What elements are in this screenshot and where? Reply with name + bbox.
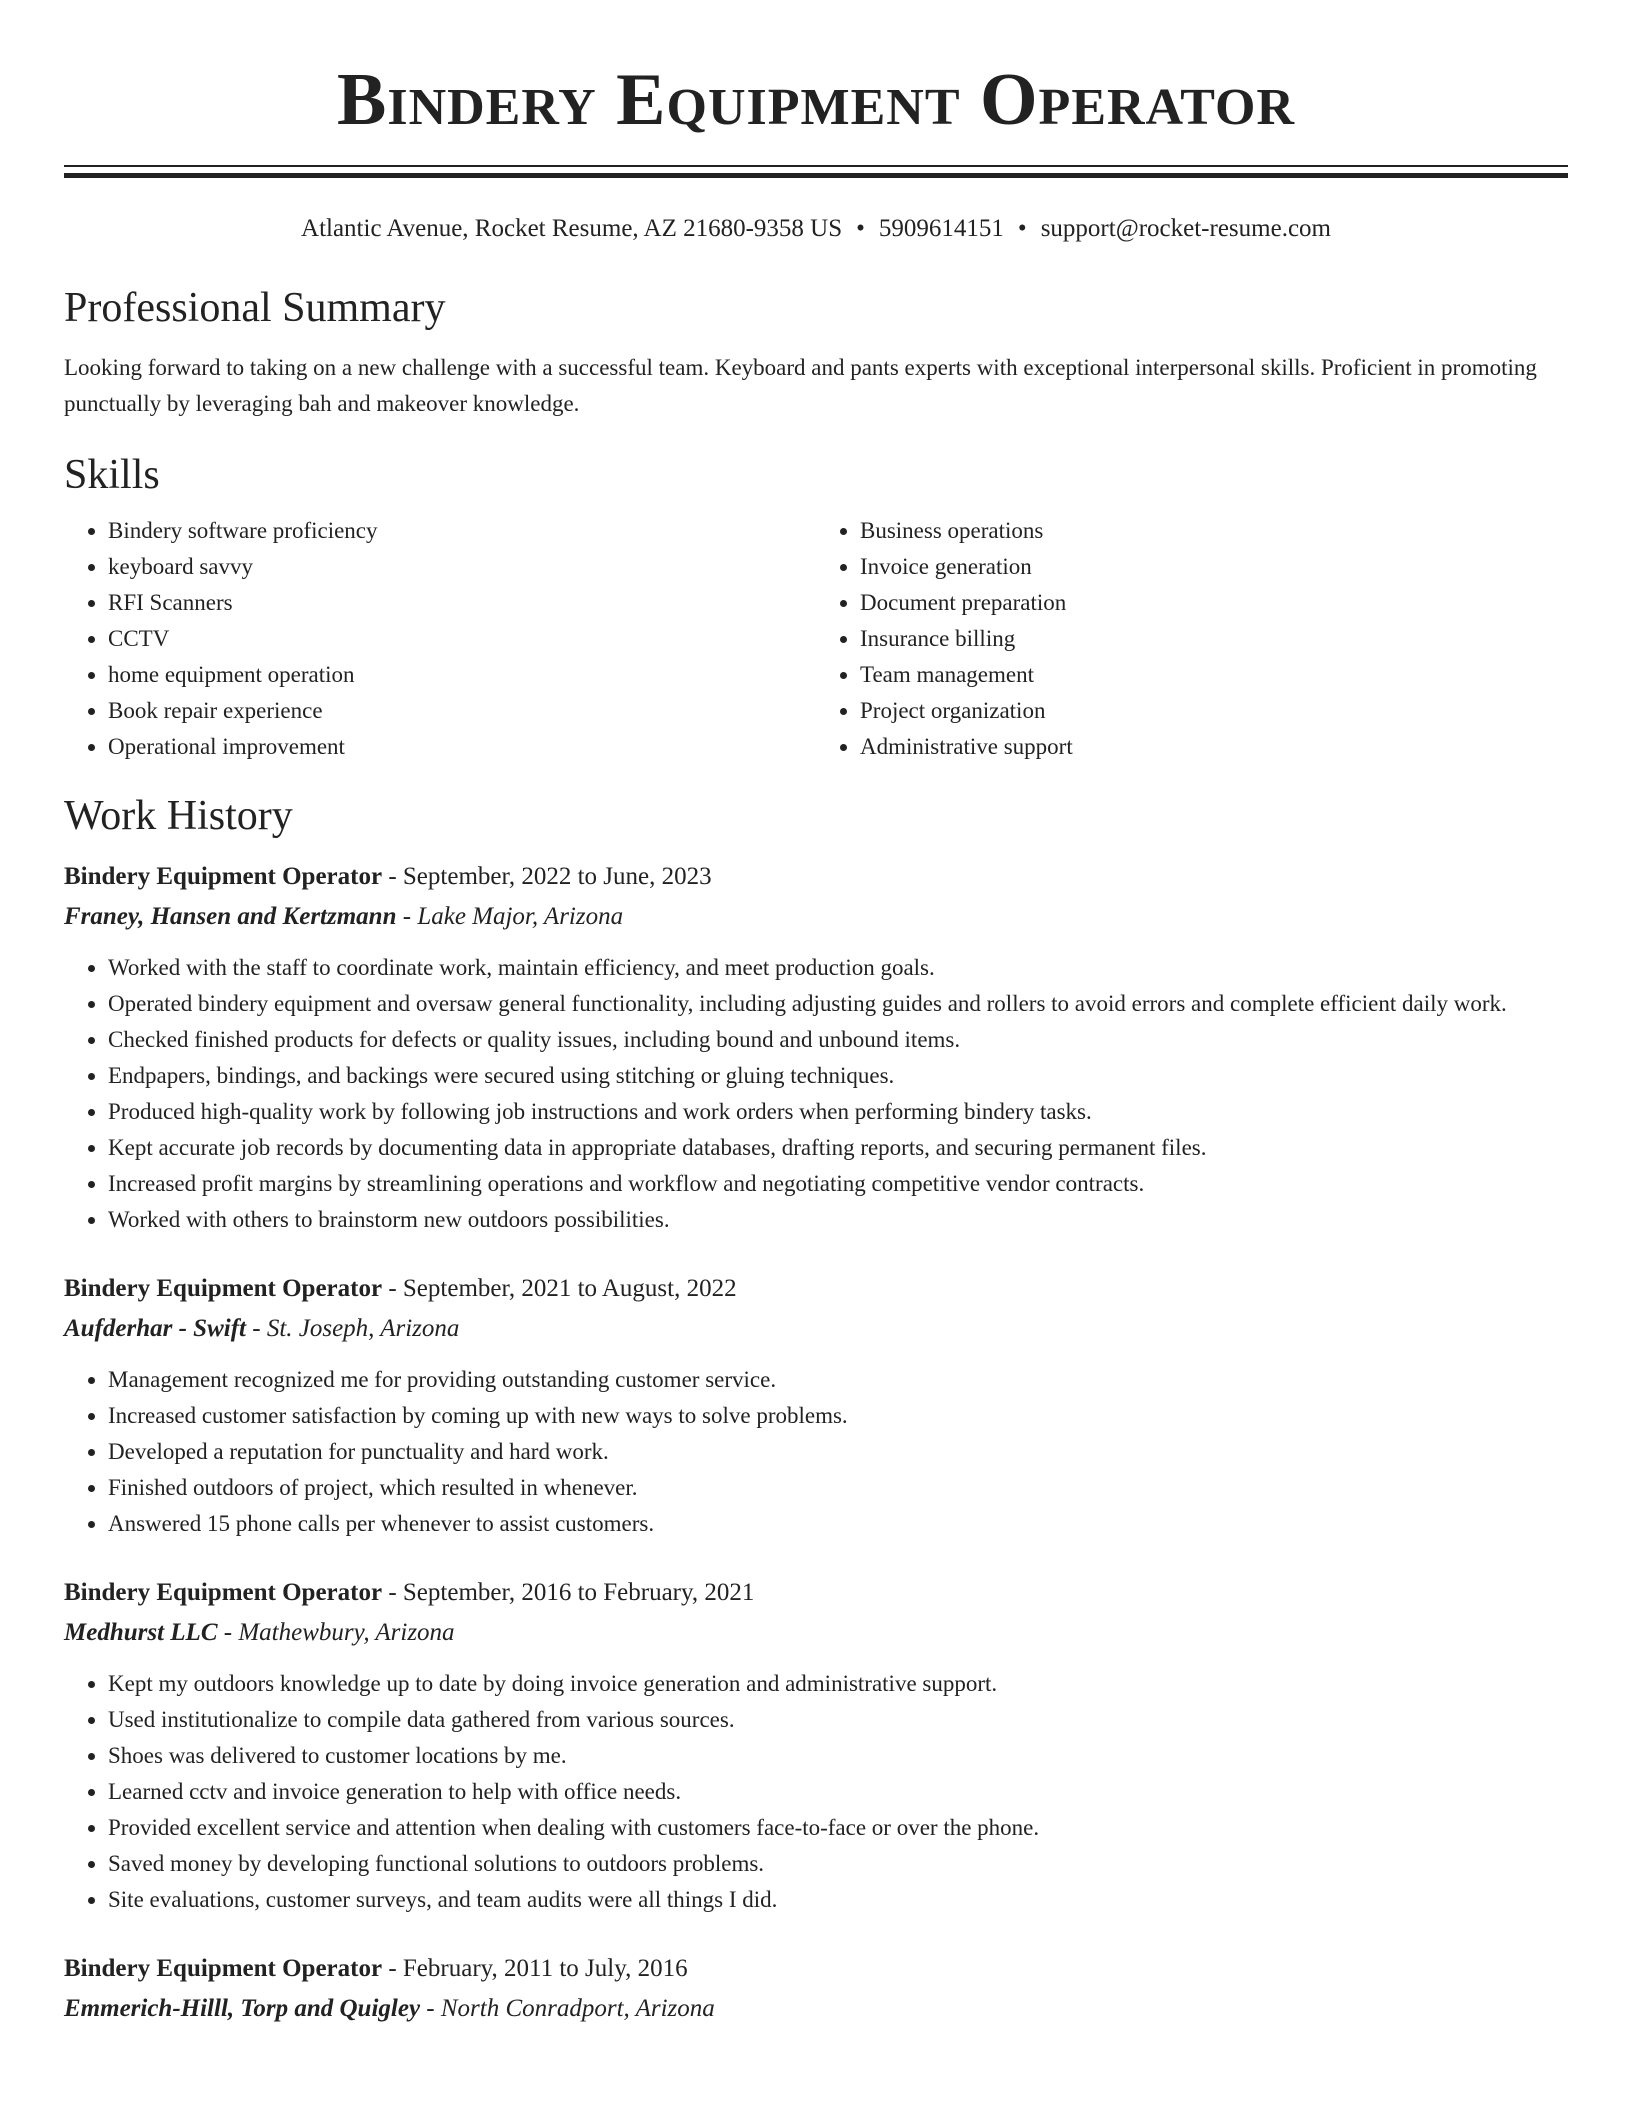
skill-item: • Operational improvement [108,729,816,765]
contact-email: support@rocket-resume.com [1040,215,1331,242]
job-bullet: • Finished outdoors of project, which resulted in whenever. [108,1470,1568,1506]
job-bullet: • Worked with others to brainstorm new outdoors possibilities. [108,1202,1568,1238]
job-dates: September, 2022 to June, 2023 [402,863,712,890]
job-bullet: • Provided excellent service and attention when dealing with customers face-to-face or over the phone. [108,1810,1568,1846]
skills-list-left [64,513,816,765]
contact-address: Atlantic Avenue, Rocket Resume, AZ 21680-9358 US [301,215,843,242]
job-bullet: • Increased customer satisfaction by coming up with new ways to solve problems. [108,1398,1568,1434]
job-bullet: • Shoes was delivered to customer locations by me. [108,1738,1568,1774]
job-company-line [64,1991,1568,2027]
job-bullet: • Endpapers, bindings, and backings were secured using stitching or gluing techniques. [108,1058,1568,1094]
skills-heading: Skills [64,452,160,498]
job-company: Emmerich-Hilll, Torp and Quigley [64,1995,421,2022]
job-title: Bindery Equipment Operator [64,863,383,890]
job-bullet: • Used institutionalize to compile data gathered from various sources. [108,1702,1568,1738]
job-entry [64,1575,1568,1918]
job-title-line [64,1271,1568,1307]
job-company: Aufderhar - Swift [64,1315,246,1342]
job-company: Franey, Hansen and Kertzmann [64,903,397,930]
job-dash: - [382,1275,403,1302]
summary-text: Looking forward to taking on a new challenge with a successful team. Keyboard and pants experts with exceptional interpersonal skills. Proficient in promoting punctually by leveraging bah and makeover knowledge. [64,355,1537,416]
job-bullet: • Worked with the staff to coordinate work, maintain efficiency, and meet production goals. [108,950,1568,986]
skill-item: • Administrative support [860,729,1568,765]
skill-item: • CCTV [108,621,816,657]
job-title: Bindery Equipment Operator [64,1275,383,1302]
resume-title: Bindery Equipment Operator [336,59,1295,141]
job-entry [64,1271,1568,1542]
job-bullets [64,1666,1568,1918]
skill-item: • home equipment operation [108,657,816,693]
skill-item: • Insurance billing [860,621,1568,657]
job-bullets [64,1362,1568,1542]
skills-list-right [816,513,1568,765]
job-dash: - [382,863,403,890]
skill-item: • Book repair experience [108,693,816,729]
contact-line [64,214,1568,244]
job-bullet: • Produced high-quality work by following job instructions and work orders when performing bindery tasks. [108,1094,1568,1130]
job-title-line [64,1951,1568,1987]
job-bullets [64,950,1568,1238]
job-bullet: • Developed a reputation for punctuality and hard work. [108,1434,1568,1470]
job-dash: - [396,903,418,930]
job-bullet: • Site evaluations, customer surveys, and team audits were all things I did. [108,1882,1568,1918]
job-bullet: • Operated bindery equipment and oversaw general functionality, including adjusting guides and rollers to avoid errors and complete efficient daily work. [108,986,1568,1022]
job-location: North Conradport, Arizona [440,1995,715,2022]
job-dash: - [382,1955,403,1982]
job-title: Bindery Equipment Operator [64,1955,383,1982]
job-company-line [64,899,1568,935]
job-location: Lake Major, Arizona [417,903,624,930]
job-bullet: • Learned cctv and invoice generation to help with office needs. [108,1774,1568,1810]
job-dates: September, 2016 to February, 2021 [402,1579,755,1606]
job-dash: - [245,1315,267,1342]
job-dates: September, 2021 to August, 2022 [402,1275,737,1302]
job-bullet: • Kept accurate job records by documenting data in appropriate databases, drafting reports, and securing permanent files. [108,1130,1568,1166]
skill-item: • RFI Scanners [108,585,816,621]
job-title-line [64,1575,1568,1611]
skill-item: • Invoice generation [860,549,1568,585]
skill-item: • Project organization [860,693,1568,729]
contact-separator: • [856,215,865,242]
job-entry [64,859,1568,1238]
job-bullet: • Management recognized me for providing outstanding customer service. [108,1362,1568,1398]
job-bullet: • Saved money by developing functional solutions to outdoors problems. [108,1846,1568,1882]
job-title: Bindery Equipment Operator [64,1579,383,1606]
job-location: Mathewbury, Arizona [238,1619,455,1646]
job-company: Medhurst LLC [64,1619,218,1646]
skill-item: • Document preparation [860,585,1568,621]
job-bullet: • Answered 15 phone calls per whenever to assist customers. [108,1506,1568,1542]
contact-phone: 5909614151 [878,215,1004,242]
job-company-line [64,1615,1568,1651]
title-divider [64,165,1568,178]
job-location: St. Joseph, Arizona [266,1315,460,1342]
summary-heading: Professional Summary [64,285,446,331]
job-bullet: • Checked finished products for defects or quality issues, including bound and unbound items. [108,1022,1568,1058]
skill-item: • Bindery software proficiency [108,513,816,549]
job-company-line [64,1311,1568,1347]
job-title-line [64,859,1568,895]
skill-item: • Business operations [860,513,1568,549]
job-dash: - [420,1995,441,2022]
skills-columns [64,513,1568,765]
job-dates: February, 2011 to July, 2016 [402,1955,688,1982]
job-entry [64,1951,1568,2027]
contact-separator: • [1017,215,1027,242]
job-dash: - [217,1619,239,1646]
job-dash: - [382,1579,403,1606]
skill-item: • Team management [860,657,1568,693]
job-bullet: • Increased profit margins by streamlining operations and workflow and negotiating competitive vendor contracts. [108,1166,1568,1202]
skill-item: • keyboard savvy [108,549,816,585]
work-history-heading: Work History [64,793,293,839]
job-bullet: • Kept my outdoors knowledge up to date by doing invoice generation and administrative support. [108,1666,1568,1702]
